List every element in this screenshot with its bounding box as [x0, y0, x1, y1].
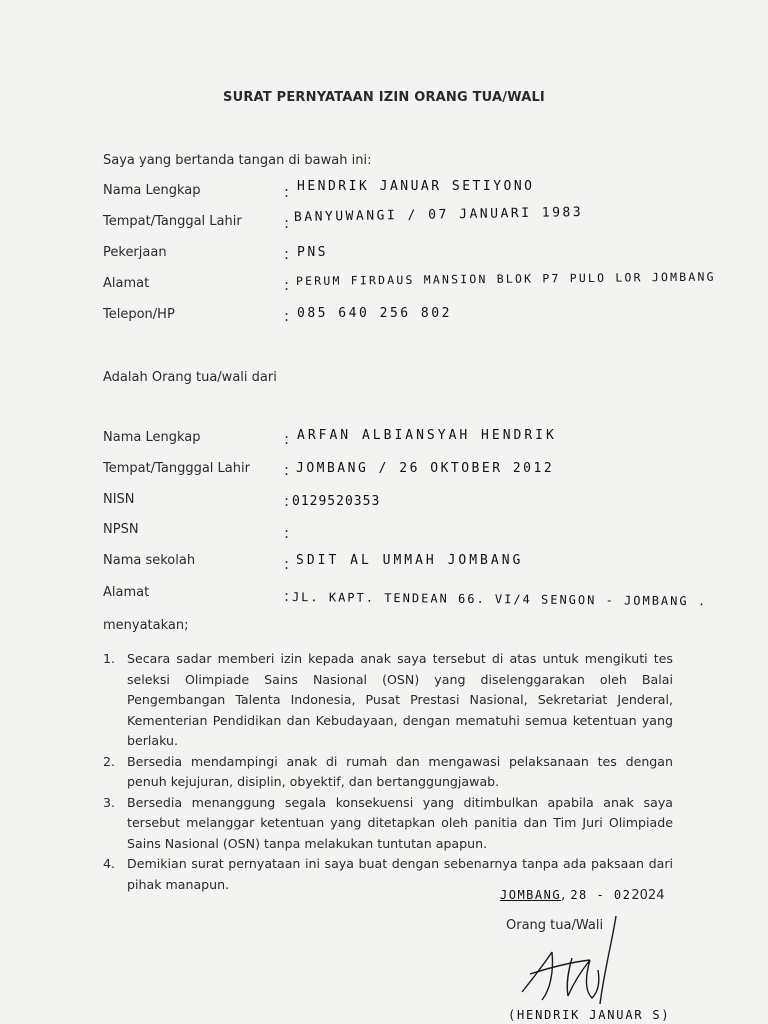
list-item-number: 4. — [103, 856, 116, 871]
parent-address-value: PERUM FIRDAUS MANSION BLOK P7 PULO LOR JOMBANG — [295, 269, 716, 288]
child-address-value: JL. KAPT. TENDEAN 66. VI/4 SENGON - JOMBANG . — [291, 590, 708, 609]
parent-phone-label: Telepon/HP — [103, 307, 175, 322]
signer-name: (HENDRIK JANUAR S) — [508, 1008, 671, 1022]
list-item — [103, 649, 673, 752]
list-item — [103, 793, 673, 855]
child-birth-value: JOMBANG / 26 OKTOBER 2012 — [296, 461, 555, 476]
parent-job-label: Pekerjaan — [103, 245, 167, 260]
colon: : — [284, 524, 290, 542]
date-separator: , — [561, 888, 566, 903]
child-name-label: Nama Lengkap — [103, 430, 201, 445]
date-place: JOMBANG — [500, 888, 562, 902]
list-item-text: Bersedia menanggung segala konsekuensi yang ditimbulkan apabila anak saya tersebut melanggar ketentuan yang ditetapkan oleh panitia dan Tim Juri Olimpiade Sains Nasional (OSN) tanpa melakukan tuntutan apapun. — [127, 794, 673, 851]
child-name-value: ARFAN ALBIANSYAH HENDRIK — [297, 428, 557, 443]
relation-text: Adalah Orang tua/wali dari — [103, 370, 277, 385]
parent-birth-value: BANYUWANGI / 07 JANUARI 1983 — [293, 204, 584, 225]
colon: : — [284, 555, 290, 573]
signer-role: Orang tua/Wali — [506, 918, 604, 933]
parent-birth-label: Tempat/Tanggal Lahir — [103, 214, 242, 229]
document-title: SURAT PERNYATAAN IZIN ORANG TUA/WALI — [223, 90, 545, 105]
colon: : — [284, 492, 290, 510]
colon: : — [284, 461, 290, 479]
parent-address-label: Alamat — [103, 276, 150, 291]
declares-text: menyatakan; — [103, 618, 189, 633]
child-npsn-label: NPSN — [103, 522, 139, 537]
list-item-text: Demikian surat pernyataan ini saya buat dengan sebenarnya tanpa ada paksaan dari pihak manapun. — [127, 856, 673, 892]
parent-name-value: HENDRIK JANUAR SETIYONO — [297, 179, 535, 194]
child-birth-label: Tempat/Tangggal Lahir — [103, 461, 250, 476]
colon: : — [284, 430, 290, 448]
colon: : — [284, 214, 290, 232]
list-item-number: 2. — [103, 753, 116, 769]
child-nisn-value: 0129520353 — [292, 494, 381, 509]
child-school-label: Nama sekolah — [103, 553, 196, 568]
date-line — [500, 884, 664, 903]
list-item — [103, 752, 673, 793]
statement-list — [103, 649, 673, 895]
list-item-text: Bersedia mendampingi anak di rumah dan mengawasi pelaksanaan tes dengan penuh kejujuran, disiplin, obyektif, dan bertanggungjawab. — [127, 753, 673, 789]
colon: : — [284, 587, 290, 605]
child-school-value: SDIT AL UMMAH JOMBANG — [296, 553, 524, 568]
child-address-label: Alamat — [103, 585, 150, 600]
date-year: 2024 — [631, 888, 665, 903]
colon: : — [284, 183, 290, 201]
colon: : — [284, 276, 290, 294]
colon: : — [284, 307, 290, 325]
colon: : — [284, 245, 290, 263]
date-day-month: 28 - 02 — [570, 888, 632, 902]
list-item-number: 3. — [103, 794, 116, 810]
parent-job-value: PNS — [297, 245, 328, 260]
list-item-text: Secara sadar memberi izin kepada anak saya tersebut di atas untuk mengikuti tes seleksi Olimpiade Sains Nasional (OSN) yang diselenggarakan oleh Balai Pengembangan Talenta Indonesia, Pusat Prestasi Nasional, Sekretariat Jenderal, Kementerian Pendidikan dan Kebudayaan, dengan mematuhi semua ketentuan yang berlaku. — [127, 651, 673, 748]
list-item-number: 1. — [103, 651, 116, 666]
signature-image — [512, 912, 632, 1012]
child-nisn-label: NISN — [103, 492, 135, 507]
parent-phone-value: 085 640 256 802 — [297, 306, 452, 321]
parent-name-label: Nama Lengkap — [103, 183, 201, 198]
intro-text: Saya yang bertanda tangan di bawah ini: — [103, 153, 372, 168]
